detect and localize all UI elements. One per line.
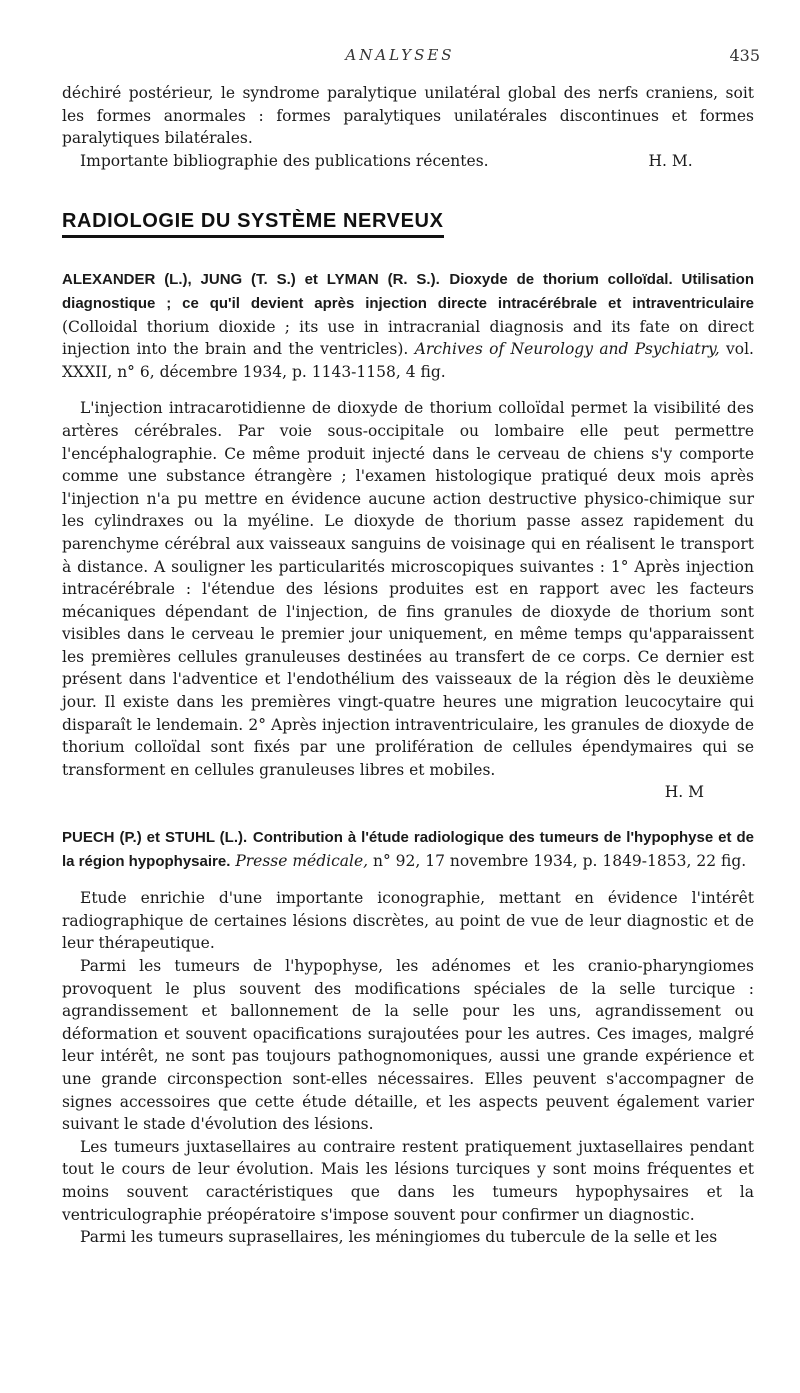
entry-body-paragraph: Parmi les tumeurs de l'hypophyse, les adénomes et les cranio-pharyngiomes provoquent le plus souvent des modifications spéciales de la selle turcique : agrandissement et ballonnement de la selle pour les uns, agrandissement ou déformation et souvent opacifications surajoutées pour les autres. Ces images, malgré leur intérêt, ne sont pas toujours pathognomoniques, aussi une grande expérience et une grande circonspection sont-elles nécessaires. Elles peuvent s'accompagner de signes accessoires que cette étude détaille, et les aspects peuvent également varier suivant le stade d'évolution des lésions. xyxy=(62,957,754,1134)
entry-body-paragraph: Les tumeurs juxtasellaires au contraire restent pratiquement juxtasellaires pendant tout le cours de leur évolution. Mais les lésions turciques y sont moins fréquentes et moins souvent caractéristiques que dans les tumeurs hypophysaires et la ventriculographie préopératoire s'impose souvent pour confirmer un diagnostic. xyxy=(62,1137,754,1224)
entry-body-paragraph: Parmi les tumeurs suprasellaires, les méningiomes du tubercule de la selle et les xyxy=(80,1228,718,1247)
entry-authors: PUECH (P.) et STUHL (L.). xyxy=(62,829,248,847)
entry-journal: Presse médicale, xyxy=(235,851,369,870)
entry-journal: Archives of Neurology and Psychiatry, xyxy=(414,340,720,359)
entry-citation xyxy=(62,826,754,873)
running-title: ANALYSES xyxy=(345,46,455,64)
entry-authors: ALEXANDER (L.), JUNG (T. S.) et LYMAN (R. S.). xyxy=(62,271,440,289)
entry-citation xyxy=(62,268,754,383)
intro-bibliography-text: Importante bibliographie des publications récentes. xyxy=(80,151,489,170)
entry-reference: n° 92, 17 novembre 1934, p. 1849-1853, 22 fig. xyxy=(373,851,747,870)
entry-translation: (Colloidal thorium dioxide ; its use in intracranial diagnosis and its fate on direct injection into the brain and the ventricles). xyxy=(62,317,754,359)
intro-signature: H. M. xyxy=(648,151,693,170)
page-content xyxy=(62,82,754,1249)
entry-title: Dioxyde de thorium colloïdal. Utilisation diagnostique ; ce qu'il devient après injection directe intracérébrale et intraventriculaire xyxy=(62,271,754,312)
entry-reference: vol. XXXII, n° 6, décembre 1934, p. 1143-1158, 4 fig. xyxy=(62,340,754,381)
entry-body-paragraph: Etude enrichie d'une importante iconographie, mettant en évidence l'intérêt radiographique de certaines lésions discrètes, au point de vue de leur diagnostic et de leur thérapeutique. xyxy=(62,889,754,953)
section-title: RADIOLOGIE DU SYSTÈME NERVEUX xyxy=(62,210,444,238)
entry-signature: H. M xyxy=(664,783,704,802)
entry-signature-line xyxy=(62,781,754,804)
entry-title: Contribution à l'étude radiologique des tumeurs de l'hypophyse et de la région hypophysaire. xyxy=(62,829,754,870)
entry-body-paragraph: L'injection intracarotidienne de dioxyde de thorium colloïdal permet la visibilité des artères cérébrales. Par voie sous-occipitale ou lombaire elle peut permettre l'encéphalographie. Ce même produit injecté dans le cerveau de chiens s'y comporte comme une substance étrangère ; l'examen histologique pratiqué deux mois après l'injection n'a pu mettre en évidence aucune action destructive physico-chimique sur les cylindraxes ou la myéline. Le dioxyde de thorium passe assez rapidement du parenchyme cérébral aux vaisseaux sanguins de voisinage qui en réalisent le transport à distance. A souligner les particularités microscopiques suivantes : 1° Après injection intracérébrale : l'étendue des lésions produites est en rapport avec les facteurs mécaniques dépendant de l'injection, de fins granules de dioxyde de thorium sont visibles dans le cerveau le premier jour uniquement, en même temps qu'apparaissent les premières cellules granuleuses destinées au transfert de ce corps. Ce dernier est présent dans l'adventice et l'endothélium des vaisseaux de la région dès le deuxième jour. Il existe dans les premières vingt-quatre heures une migration leucocytaire qui disparaît le lendemain. 2° Après injection intraventriculaire, les granules de dioxyde de thorium colloïdal sont fixés par une prolifération de cellules épendymaires qui se transforment en cellules granuleuses libres et mobiles. xyxy=(62,399,754,779)
page-number: 435 xyxy=(729,46,760,65)
intro-bibliography-note xyxy=(62,150,754,173)
intro-paragraph: déchiré postérieur, le syndrome paralytique unilatéral global des nerfs craniens, soit les formes anormales : formes paralytiques unilatérales discontinues et formes paralytiques bilatérales. xyxy=(62,84,754,148)
